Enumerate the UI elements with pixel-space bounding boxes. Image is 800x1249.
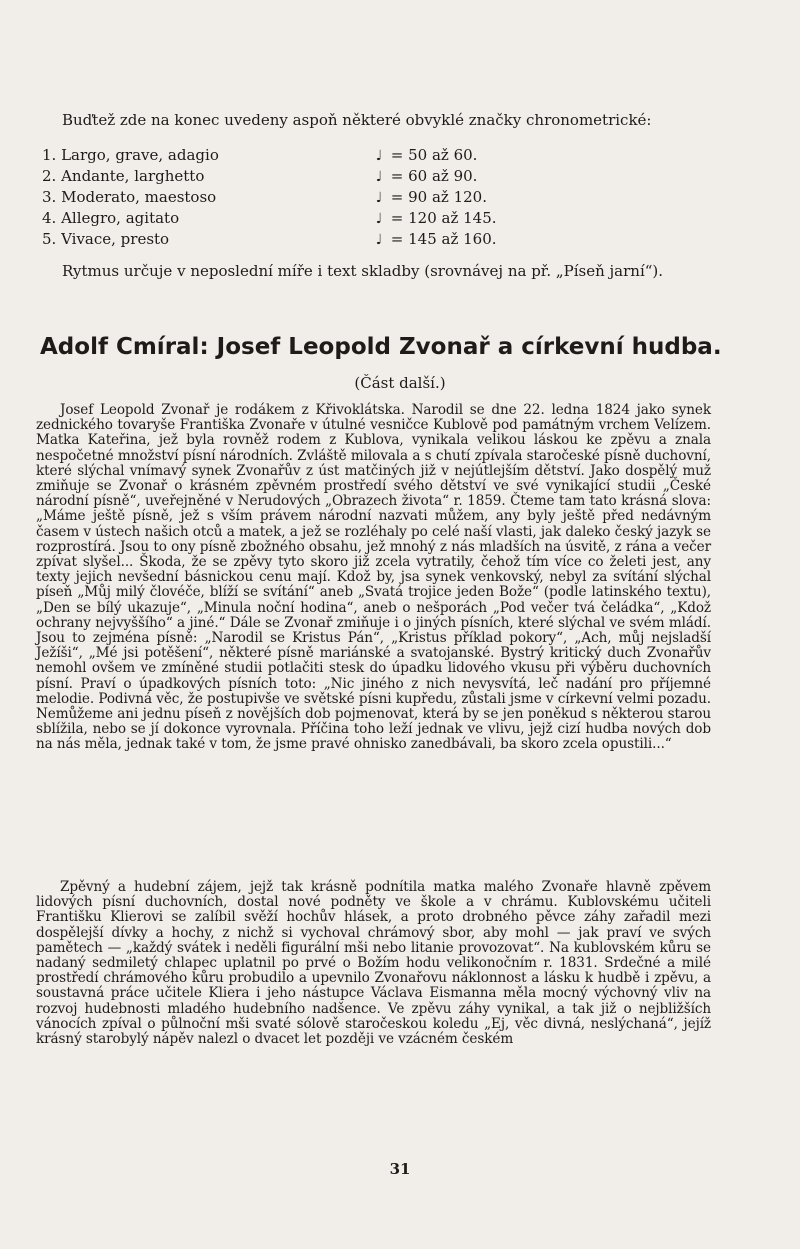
tempo-mark-row <box>42 187 542 208</box>
tempo-marks-list <box>42 145 542 250</box>
tempo-value: = 120 až 145. <box>390 209 497 227</box>
tempo-name: 1. Largo, grave, adagio <box>42 146 219 164</box>
tempo-mark-row <box>42 145 542 166</box>
quarter-note-icon: ♩ <box>375 211 383 227</box>
quarter-note-icon: ♩ <box>375 232 383 248</box>
tempo-mark-row <box>42 166 542 187</box>
tempo-value: = 50 až 60. <box>390 146 478 164</box>
article-subtitle: (Část další.) <box>354 374 446 392</box>
article-paragraph: Zpěvný a hudební zájem, jejž tak krásně podnítila matka malého Zvonaře hlavně zpěvem lidových písní duchovních, dostal nové podněty ve škole a v chrámu. Kublovskému učiteli Františku Klierovi se zalíbil svěží hochův hlásek, a proto drobného pěvce záhy zařadil mezi dospělejší dívky a hochy, z nichž si vychoval chrámový sbor, aby mohl — jak praví ve svých pamětech — „každý svátek i neděli figurální mši nebo litanie provozovat“. Na kublovském kůru se nadaný sedmiletý chlapec uplatnil po prvé o Božím hodu velikonočním r. 1831. Srdečné a milé prostředí chrámového kůru probudilo a upevnilo Zvonařovu náklonnost a lásku k hudbě i zpěvu, a soustavná práce učitele Kliera i jeho nástupce Václava Eismanna měla mocný výchovný vliv na rozvoj hudebnosti mladého hudebního nadšence. Ve zpěvu záhy vynikal, a tak již o nejbližších vánocích zpíval o půlnoční mši svaté sólově staročeskou koledu „Ej, věc divná, neslýchaná“, jejíž krásný starobylý nápěv nalezl o dvacet let později ve vzácném českém <box>36 879 711 1048</box>
intro-sentence: Buďtež zde na konec uvedeny aspoň některé obvyklé značky chronometrické: <box>62 111 652 129</box>
article-paragraph: Josef Leopold Zvonař je rodákem z Křivoklátska. Narodil se dne 22. ledna 1824 jako synek zednického tovaryše Františka Zvonaře v útulné vesničce Kublově pod památným vrchem Velízem. Matka Kateřina, jež byla rovněž rodem z Kublova, vynikala velikou láskou ke zpěvu a znala nespočetné množství písní národních. Zvláště milovala a s chutí zpívala staročeské písně duchovní, které slýchal vnímavý synek Zvonařův z úst matčiných již v nejútlejším dětství. Jako dospělý muž zmiňuje se Zvonař o krásném zpěvném prostředí svého dětství ve své vynikající studii „České národní písně“, uveřejněné v Nerudových „Obrazech života“ r. 1859. Čteme tam tato krásná slova: „Máme ještě písně, jež s vším právem národní nazvati můžem, any byly ještě před nedávným časem v ústech našich otců a matek, a jež se rozléhaly po celé naší vlasti, jak daleko český jazyk se rozprostírá. Jsou to ony písně zbožného obsahu, jež mnohý z nás mladších na úsvitě, z rána a večer zpívat slyšel... Škoda, že se zpěvy tyto skoro již zcela vytratily, čehož tím více co želeti jest, any texty jejich nevšední básnickou cenu mají. Kdož by, jsa synek venkovský, nebyl za svítání slýchal píseň „Můj milý človéče, blíží se svítání“ aneb „Svatá trojice jeden Bože“ (podle latinského textu), „Den se bílý ukazuje“, „Minula noční hodina“, aneb o nešporách „Pod večer tvá čeládka“, „Kdož ochrany nejvyššího“ a jiné.“ Dále se Zvonař zmiňuje i o jiných písních, které slýchal ve svém mládí. Jsou to zejména písně: „Narodil se Kristus Pán“, „Kristus příklad pokory“, „Ach, můj nejsladší Ježíši“, „Mé jsi potěšení“, některé písně mariánské a svatojanské. Bystrý kritický duch Zvonařův nemohl ovšem ve zmíněné studii potlačiti stesk do úpadku lidového vkusu při výběru duchovních písní. Praví o úpadkových písních toto: „Nic jiného z nich nevysvítá, leč nadání pro příjemné melodie. Podivná věc, že postupivše ve světské písni kupředu, zůstali jsme v církevní velmi pozadu. Nemůžeme ani jednu píseň z novějších dob pojmenovat, která by se jen poněkud s některou starou sblížila, nebo se jí dokonce vyrovnala. Příčina toho leží jednak ve vlivu, jejž cizí hudba nových dob na nás měla, jednak také v tom, že jsme pravé ohnisko zanedbávali, ba skoro zcela opustili...“ <box>36 402 711 753</box>
tempo-name: 5. Vivace, presto <box>42 230 170 248</box>
tempo-name: 3. Moderato, maestoso <box>42 188 217 206</box>
tempo-value: = 145 až 160. <box>390 230 497 248</box>
tempo-mark-row <box>42 208 542 229</box>
quarter-note-icon: ♩ <box>375 169 383 185</box>
tempo-mark-row <box>42 229 542 250</box>
rhythm-note: Rytmus určuje v neposlední míře i text skladby (srovnávej na př. „Píseň jarní“). <box>62 262 664 280</box>
quarter-note-icon: ♩ <box>375 148 383 164</box>
tempo-name: 4. Allegro, agitato <box>42 209 180 227</box>
tempo-value: = 90 až 120. <box>390 188 487 206</box>
tempo-name: 2. Andante, larghetto <box>42 167 205 185</box>
quarter-note-icon: ♩ <box>375 190 383 206</box>
article-title: Adolf Cmíral: Josef Leopold Zvonař a církevní hudba. <box>40 334 722 360</box>
page-number: 31 <box>389 1160 411 1178</box>
tempo-value: = 60 až 90. <box>390 167 478 185</box>
